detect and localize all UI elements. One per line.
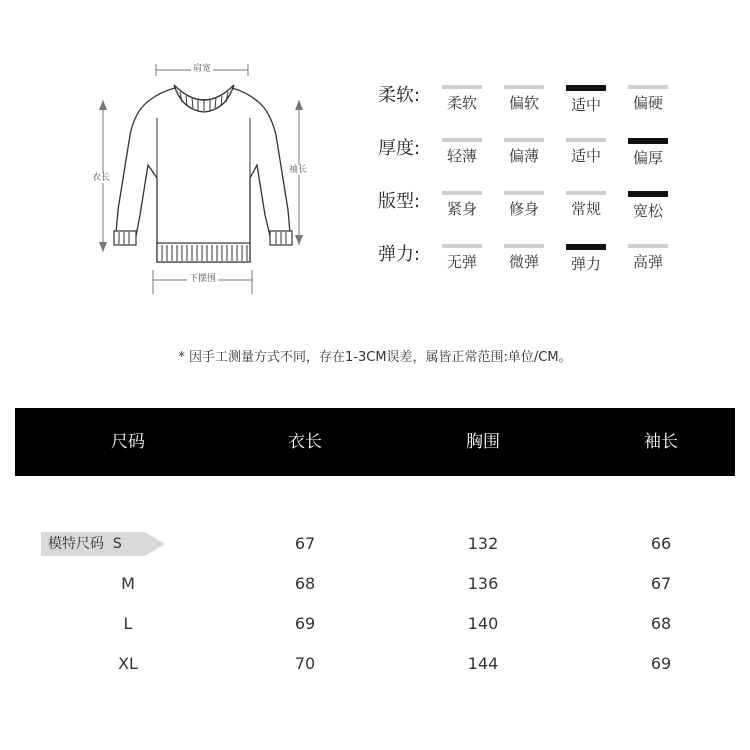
attribute-option xyxy=(566,138,606,166)
table-row xyxy=(0,609,750,639)
option-label: 高弹 xyxy=(632,253,663,271)
rating-bar xyxy=(504,85,544,89)
header-chest: 胸围 xyxy=(466,432,500,452)
length-cell: 67 xyxy=(294,534,316,553)
rating-bar xyxy=(442,85,482,89)
rating-bar xyxy=(566,244,606,250)
size-cell: M xyxy=(121,574,135,593)
length-cell: 70 xyxy=(294,654,316,673)
chest-cell: 132 xyxy=(467,534,499,553)
option-label: 弹力 xyxy=(570,255,601,273)
table-row xyxy=(0,569,750,599)
option-label: 偏硬 xyxy=(632,94,663,112)
option-label: 轻薄 xyxy=(446,147,477,165)
sleeve-cell: 68 xyxy=(650,614,672,633)
rating-bar xyxy=(566,191,606,195)
rating-bar xyxy=(442,244,482,248)
length-cell: 69 xyxy=(294,614,316,633)
rating-bar xyxy=(628,244,668,248)
length-cell: 68 xyxy=(294,574,316,593)
attribute-option xyxy=(504,138,544,166)
attribute-title: 柔软: xyxy=(378,85,421,106)
size-cell: L xyxy=(123,614,133,633)
model-size-label: 模特尺码 xyxy=(48,536,104,552)
chest-cell: 136 xyxy=(467,574,499,593)
sleeve-cell: 66 xyxy=(650,534,672,553)
option-label: 常规 xyxy=(570,200,601,218)
size-cell: XL xyxy=(118,654,138,673)
measurement-note: * 因手工测量方式不同，存在1-3CM误差，属皆正常范围:单位/CM。 xyxy=(178,350,572,365)
sweater-outline-drawing xyxy=(0,0,360,310)
model-size-text xyxy=(48,532,122,556)
rating-bar xyxy=(628,138,668,144)
shoulder-label: 肩宽 xyxy=(193,64,212,74)
header-size: 尺码 xyxy=(111,432,145,452)
size-cell: S xyxy=(112,536,122,552)
table-row xyxy=(0,529,750,559)
option-label: 紧身 xyxy=(446,200,477,218)
option-label: 偏薄 xyxy=(508,147,539,165)
option-label: 微弹 xyxy=(508,253,539,271)
sleeve-cell: 67 xyxy=(650,574,672,593)
rating-bar xyxy=(442,138,482,142)
header-length: 衣长 xyxy=(288,432,322,452)
option-label: 无弹 xyxy=(446,253,477,271)
rating-bar xyxy=(504,244,544,248)
hem-label: 下摆围 xyxy=(189,274,217,284)
option-label: 适中 xyxy=(570,96,601,114)
attribute-option xyxy=(442,191,482,219)
rating-bar xyxy=(504,191,544,195)
rating-bar xyxy=(566,138,606,142)
option-label: 宽松 xyxy=(632,202,663,220)
table-row xyxy=(0,649,750,679)
attribute-option xyxy=(566,85,606,115)
attribute-option xyxy=(442,138,482,166)
attribute-option xyxy=(442,244,482,272)
sleeve-label: 袖长 xyxy=(289,165,308,175)
sleeve-cell: 69 xyxy=(650,654,672,673)
attribute-option xyxy=(628,138,668,168)
attribute-title: 版型: xyxy=(378,191,421,212)
length-label: 衣长 xyxy=(92,173,111,183)
rating-bar xyxy=(628,85,668,89)
attribute-option xyxy=(628,191,668,221)
chest-cell: 144 xyxy=(467,654,499,673)
size-table-header xyxy=(15,408,735,476)
rating-bar xyxy=(628,191,668,197)
option-label: 修身 xyxy=(508,200,539,218)
option-label: 适中 xyxy=(570,147,601,165)
attribute-option xyxy=(504,85,544,113)
rating-bar xyxy=(442,191,482,195)
chest-cell: 140 xyxy=(467,614,499,633)
attribute-option xyxy=(628,85,668,113)
rating-bar xyxy=(566,85,606,91)
attribute-title: 弹力: xyxy=(378,244,421,265)
rating-bar xyxy=(504,138,544,142)
attribute-option xyxy=(628,244,668,272)
attribute-title: 厚度: xyxy=(378,138,421,159)
header-sleeve: 袖长 xyxy=(644,432,678,452)
model-size-tag xyxy=(41,532,165,556)
sweater-measurement-diagram xyxy=(0,0,360,310)
option-label: 偏厚 xyxy=(632,149,663,167)
attribute-option xyxy=(504,244,544,272)
option-label: 柔软 xyxy=(446,94,477,112)
attribute-option xyxy=(442,85,482,113)
attribute-option xyxy=(504,191,544,219)
attribute-option xyxy=(566,244,606,274)
attribute-option xyxy=(566,191,606,219)
option-label: 偏软 xyxy=(508,94,539,112)
